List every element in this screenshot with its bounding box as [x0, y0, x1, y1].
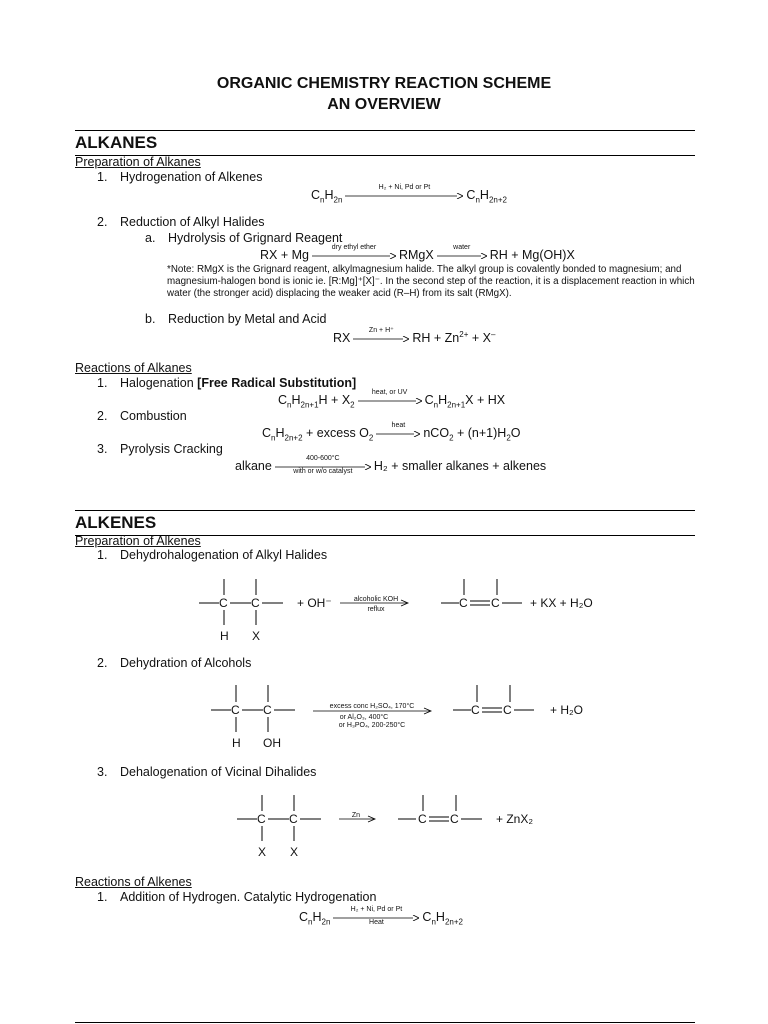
grignard-note: *Note: RMgX is the Grignard reagent, alkylmagnesium halide. The alkyl group is covalently bonded to magnesium; and magnesium-halogen bond is ionic ie. [R:Mg]⁺[X]⁻. In the second step of the reaction, it is a displacement reaction in which water (the stronger acid) displacing the weaker acid (R–H) from its salt (RMgX).	[167, 264, 695, 299]
product-label: + KX + H₂O	[530, 596, 593, 610]
svg-text:or H₃PO₄, 200-250°C: or H₃PO₄, 200-250°C	[338, 722, 406, 729]
svg-text:C: C	[471, 703, 480, 717]
reagent-label: + OH⁻	[297, 596, 332, 610]
svg-text:C: C	[219, 596, 228, 610]
equation-cracking: alkane 400-600°C with or w/o catalyst H₂ + smaller alkanes + alkenes	[235, 454, 547, 475]
list-item: 1. Halogenation [Free Radical Substitution]	[97, 376, 357, 390]
subheading-react-alkanes: Reactions of Alkanes	[75, 361, 192, 375]
footer-rule	[75, 1022, 695, 1023]
svg-text:C: C	[231, 703, 240, 717]
section-heading-alkenes: ALKENES	[75, 513, 157, 532]
svg-text:C: C	[418, 812, 427, 826]
list-item: a. Hydrolysis of Grignard Reagent	[145, 231, 343, 245]
section-heading-alkanes: ALKANES	[75, 133, 158, 152]
subheading-react-alkenes: Reactions of Alkenes	[75, 875, 192, 889]
substituent-label: H	[232, 736, 241, 750]
equation-hydrogenation: $C_nH_{2n}$ H₂ + Ni, Pd or Pt $C_nH_{2n+2}$	[311, 183, 507, 205]
svg-text:reflux: reflux	[367, 606, 385, 613]
list-item: 1. Dehydrohalogenation of Alkyl Halides	[97, 548, 328, 562]
svg-text:C: C	[289, 812, 298, 826]
svg-text:C: C	[491, 596, 500, 610]
equation-metal-acid: RX Zn + H⁺ RH + $Zn^{2+} + X^-$	[333, 326, 496, 346]
equation-grignard: RX + Mg dry ethyl ether RMgX water RH + Mg(OH)X	[260, 243, 575, 262]
svg-text:C: C	[251, 596, 260, 610]
svg-text:C: C	[503, 703, 512, 717]
list-item: 1. Addition of Hydrogen. Catalytic Hydrogenation	[97, 890, 377, 904]
product-label: + H₂O	[550, 703, 583, 717]
svg-text:excess conc H₂SO₄, 170°C: excess conc H₂SO₄, 170°C	[329, 703, 415, 710]
svg-text:C: C	[257, 812, 266, 826]
list-item: 3. Pyrolysis Cracking	[97, 442, 223, 456]
substituent-label: H	[220, 629, 229, 643]
substituent-label: X	[258, 845, 267, 859]
svg-text:C: C	[263, 703, 272, 717]
list-item: 2. Dehydration of Alcohols	[97, 656, 252, 670]
svg-text:C: C	[450, 812, 459, 826]
list-item: 3. Dehalogenation of Vicinal Dihalides	[97, 765, 317, 779]
svg-text:or Al₂O₃, 400°C: or Al₂O₃, 400°C	[339, 714, 389, 721]
equation-halogenation: $C_nH_{2n+1}H + X_2$ heat, or UV $C_nH_{2n+1}X$ + HX	[278, 388, 506, 410]
svg-text:alcoholic KOH: alcoholic KOH	[353, 596, 399, 603]
list-item: 2. Combustion	[97, 409, 187, 423]
equation-combustion: $C_nH_{2n+2}$ + excess $O_2$ heat $nCO_2 + (n+1)H_2O$	[262, 421, 521, 443]
list-item: 2. Reduction of Alkyl Halides	[97, 215, 265, 229]
product-label: + ZnX₂	[496, 812, 534, 826]
substituent-label: X	[252, 629, 261, 643]
svg-text:Zn: Zn	[351, 812, 361, 819]
list-item: b. Reduction by Metal and Acid	[145, 312, 327, 326]
subheading-prep-alkenes: Preparation of Alkenes	[75, 534, 201, 548]
subheading-prep-alkanes: Preparation of Alkanes	[75, 155, 201, 169]
substituent-label: OH	[263, 736, 281, 750]
svg-text:C: C	[459, 596, 468, 610]
page-title: ORGANIC CHEMISTRY REACTION SCHEME	[216, 75, 552, 92]
substituent-label: X	[290, 845, 299, 859]
list-item: 1. Hydrogenation of Alkenes	[97, 170, 263, 184]
equation-catalytic-hydrogenation: $C_nH_{2n}$ H₂ + Ni, Pd or Pt Heat $C_nH_{2n+2}$	[299, 905, 463, 927]
page-subtitle: AN OVERVIEW	[327, 96, 441, 113]
